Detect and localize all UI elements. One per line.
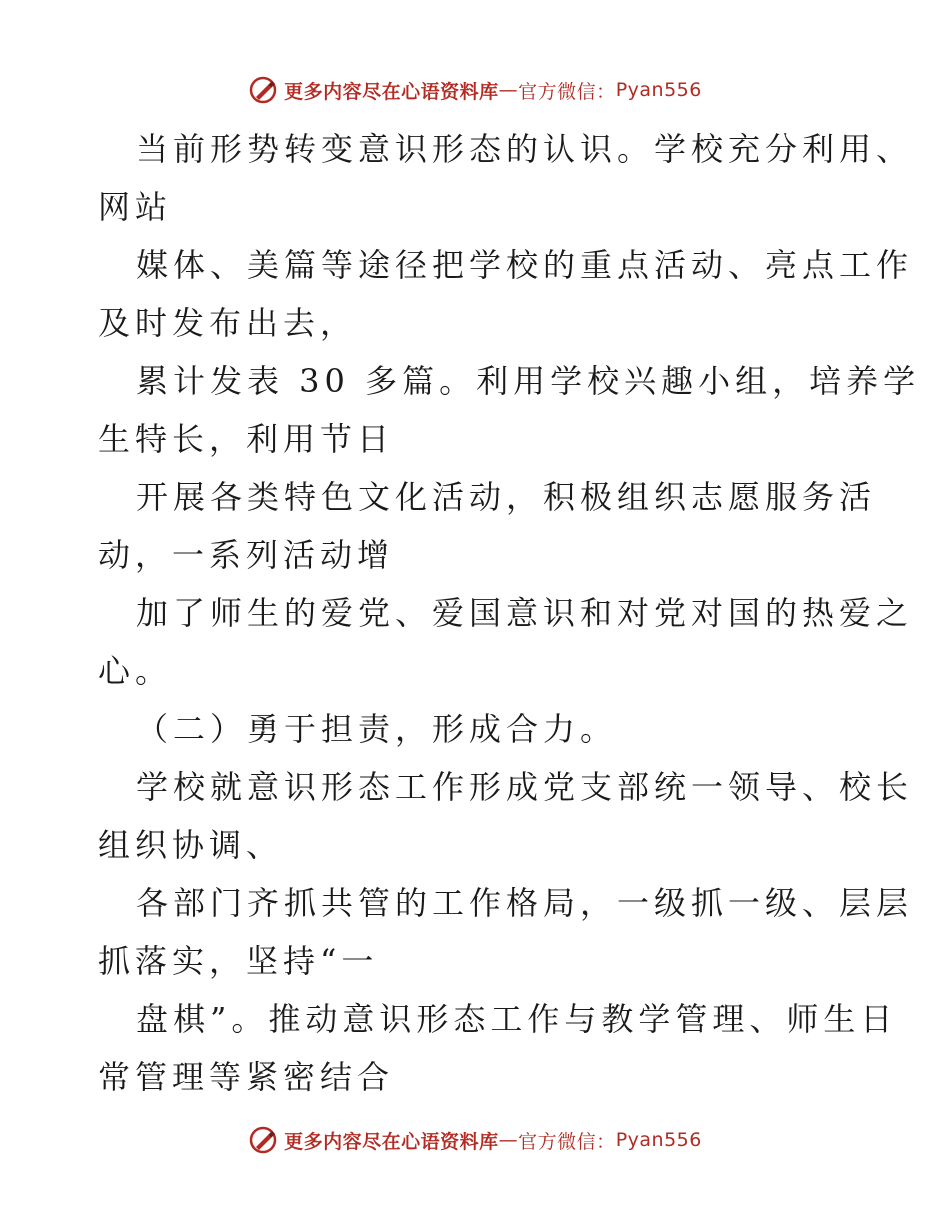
header-separator: —: [498, 79, 519, 101]
footer-banner: [0, 1120, 950, 1160]
section-heading: （二）勇于担责，形成合力。: [136, 710, 618, 748]
header-wechat-label: 官方微信: [518, 80, 597, 103]
text-line: 网站: [98, 188, 173, 226]
header-banner: [0, 70, 950, 110]
text-line: 学校就意识形态工作形成党支部统一领导、校长: [136, 768, 914, 806]
text-line: 开展各类特色文化活动，积极组织志愿服务活: [136, 478, 877, 516]
header-colon: ：: [596, 80, 616, 103]
header-wechat-handle: Pyan556: [615, 79, 702, 101]
header-site-text: 更多内容尽在心语资料库: [284, 80, 499, 103]
pen-logo-icon: [248, 1125, 278, 1155]
text-line: 当前形势转变意识形态的认识。学校充分利用、: [136, 130, 914, 168]
text-line: 各部门齐抓共管的工作格局，一级抓一级、层层: [136, 884, 914, 922]
text-line: 加了师生的爱党、爱国意识和对党对国的热爱之: [136, 594, 914, 632]
footer-site-text: 更多内容尽在心语资料库: [284, 1130, 499, 1153]
footer-colon: ：: [596, 1130, 616, 1153]
text-line: 累计发表 30 多篇。利用学校兴趣小组，培养学: [136, 362, 921, 400]
text-line: 心。: [98, 652, 173, 690]
pen-logo-icon: [248, 75, 278, 105]
footer-separator: —: [498, 1129, 519, 1151]
footer-wechat-handle: Pyan556: [615, 1129, 702, 1151]
footer-wechat-label: 官方微信: [518, 1130, 597, 1153]
text-line: 及时发布出去，: [98, 304, 358, 342]
text-line: 抓落实，坚持“一: [98, 942, 379, 980]
text-line: 媒体、美篇等途径把学校的重点活动、亮点工作: [136, 246, 914, 284]
text-line: 组织协调、: [98, 826, 284, 864]
text-line: 常管理等紧密结合: [98, 1058, 395, 1096]
text-line: 动，一系列活动增: [98, 536, 395, 574]
text-line: 生特长，利用节日: [98, 420, 395, 458]
text-line: 盘棋”。推动意识形态工作与教学管理、师生日: [136, 1000, 898, 1038]
document-body: [98, 120, 921, 1106]
